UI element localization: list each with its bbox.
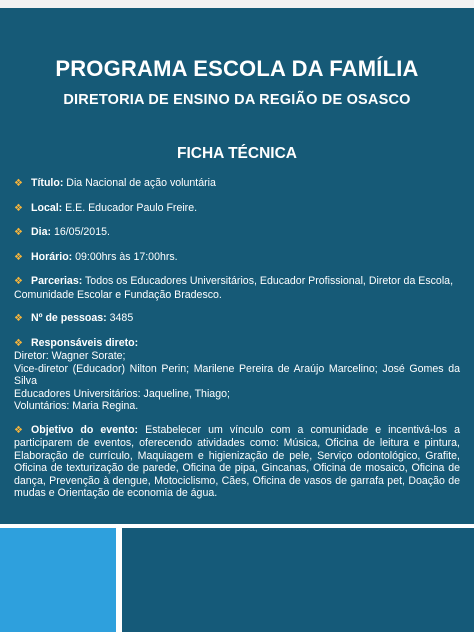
field-titulo [14,177,460,191]
field-label: Parcerias: [31,275,83,287]
diamond-bullet-icon: ❖ [14,178,23,189]
diamond-bullet-icon: ❖ [14,424,23,436]
field-label: Dia: [31,226,52,238]
field-value: Dia Nacional de ação voluntária [63,177,216,189]
field-pessoas [14,312,460,326]
field-parcerias [14,275,460,301]
field-value: Estabelecer um vínculo com a comunidade e incentivá-los a participarem de eventos, oferecendo atividades como: Música, Oficina de leitura e pintura, Elaboração de currículo, Maquiagem e higienização de pele, Serviço odontológico, Grafite, Oficina de texturização de parede, Oficina de pipa, Gincanas, Oficina de mosaico, Oficina de dança, Prevenção à dengue, Motociclismo, Cães, Oficina de vasos de garrafa pet, Doação de mudas e Orientação de economia de água. [14,423,460,499]
field-label: Responsáveis direto: [31,336,139,349]
footer-block [122,528,474,632]
responsible-line: Diretor: Wagner Sorate; [14,350,126,362]
field-value: Todos os Educadores Universitários, Educador Profissional, Diretor da Escola, Comunidade Escolar e Fundação Bradesco. [14,275,454,301]
field-responsaveis [14,337,460,413]
field-label: Objetivo do evento: [31,423,139,436]
field-dia [14,226,460,240]
diamond-bullet-icon: ❖ [14,313,23,324]
field-value: 3485 [106,312,134,324]
section-heading: FICHA TÉCNICA [177,145,297,162]
field-local [14,202,460,216]
page-title: PROGRAMA ESCOLA DA FAMÍLIA [55,56,419,81]
field-label: Título: [31,177,64,189]
field-label: Horário: [31,250,73,263]
top-strip [0,0,474,8]
field-horario [14,251,460,265]
responsible-line: Voluntários: Maria Regina. [14,400,139,412]
field-label-row [14,337,460,351]
field-objetivo [14,424,460,500]
page-subtitle: DIRETORIA DE ENSINO DA REGIÃO DE OSASCO [63,92,411,108]
responsible-line: Educadores Universitários: Jaqueline, Thiago; [14,387,230,400]
diamond-bullet-icon: ❖ [14,276,23,287]
diamond-bullet-icon: ❖ [14,202,23,214]
field-label: Nº de pessoas: [31,312,107,324]
diamond-bullet-icon: ❖ [14,337,23,349]
field-value: E.E. Educador Paulo Freire. [62,201,198,214]
field-value: 16/05/2015. [51,226,110,238]
responsible-line: Vice-diretor (Educador) Nilton Perin; Marilene Pereira de Araújo Marcelino; José Gomes da Silva [14,362,460,387]
field-label: Local: [31,201,63,214]
fact-sheet [14,177,460,500]
footer-accent-block [0,528,116,632]
diamond-bullet-icon: ❖ [14,227,23,238]
diamond-bullet-icon: ❖ [14,251,23,263]
field-value: 09:00hrs às 17:00hrs. [72,250,178,263]
